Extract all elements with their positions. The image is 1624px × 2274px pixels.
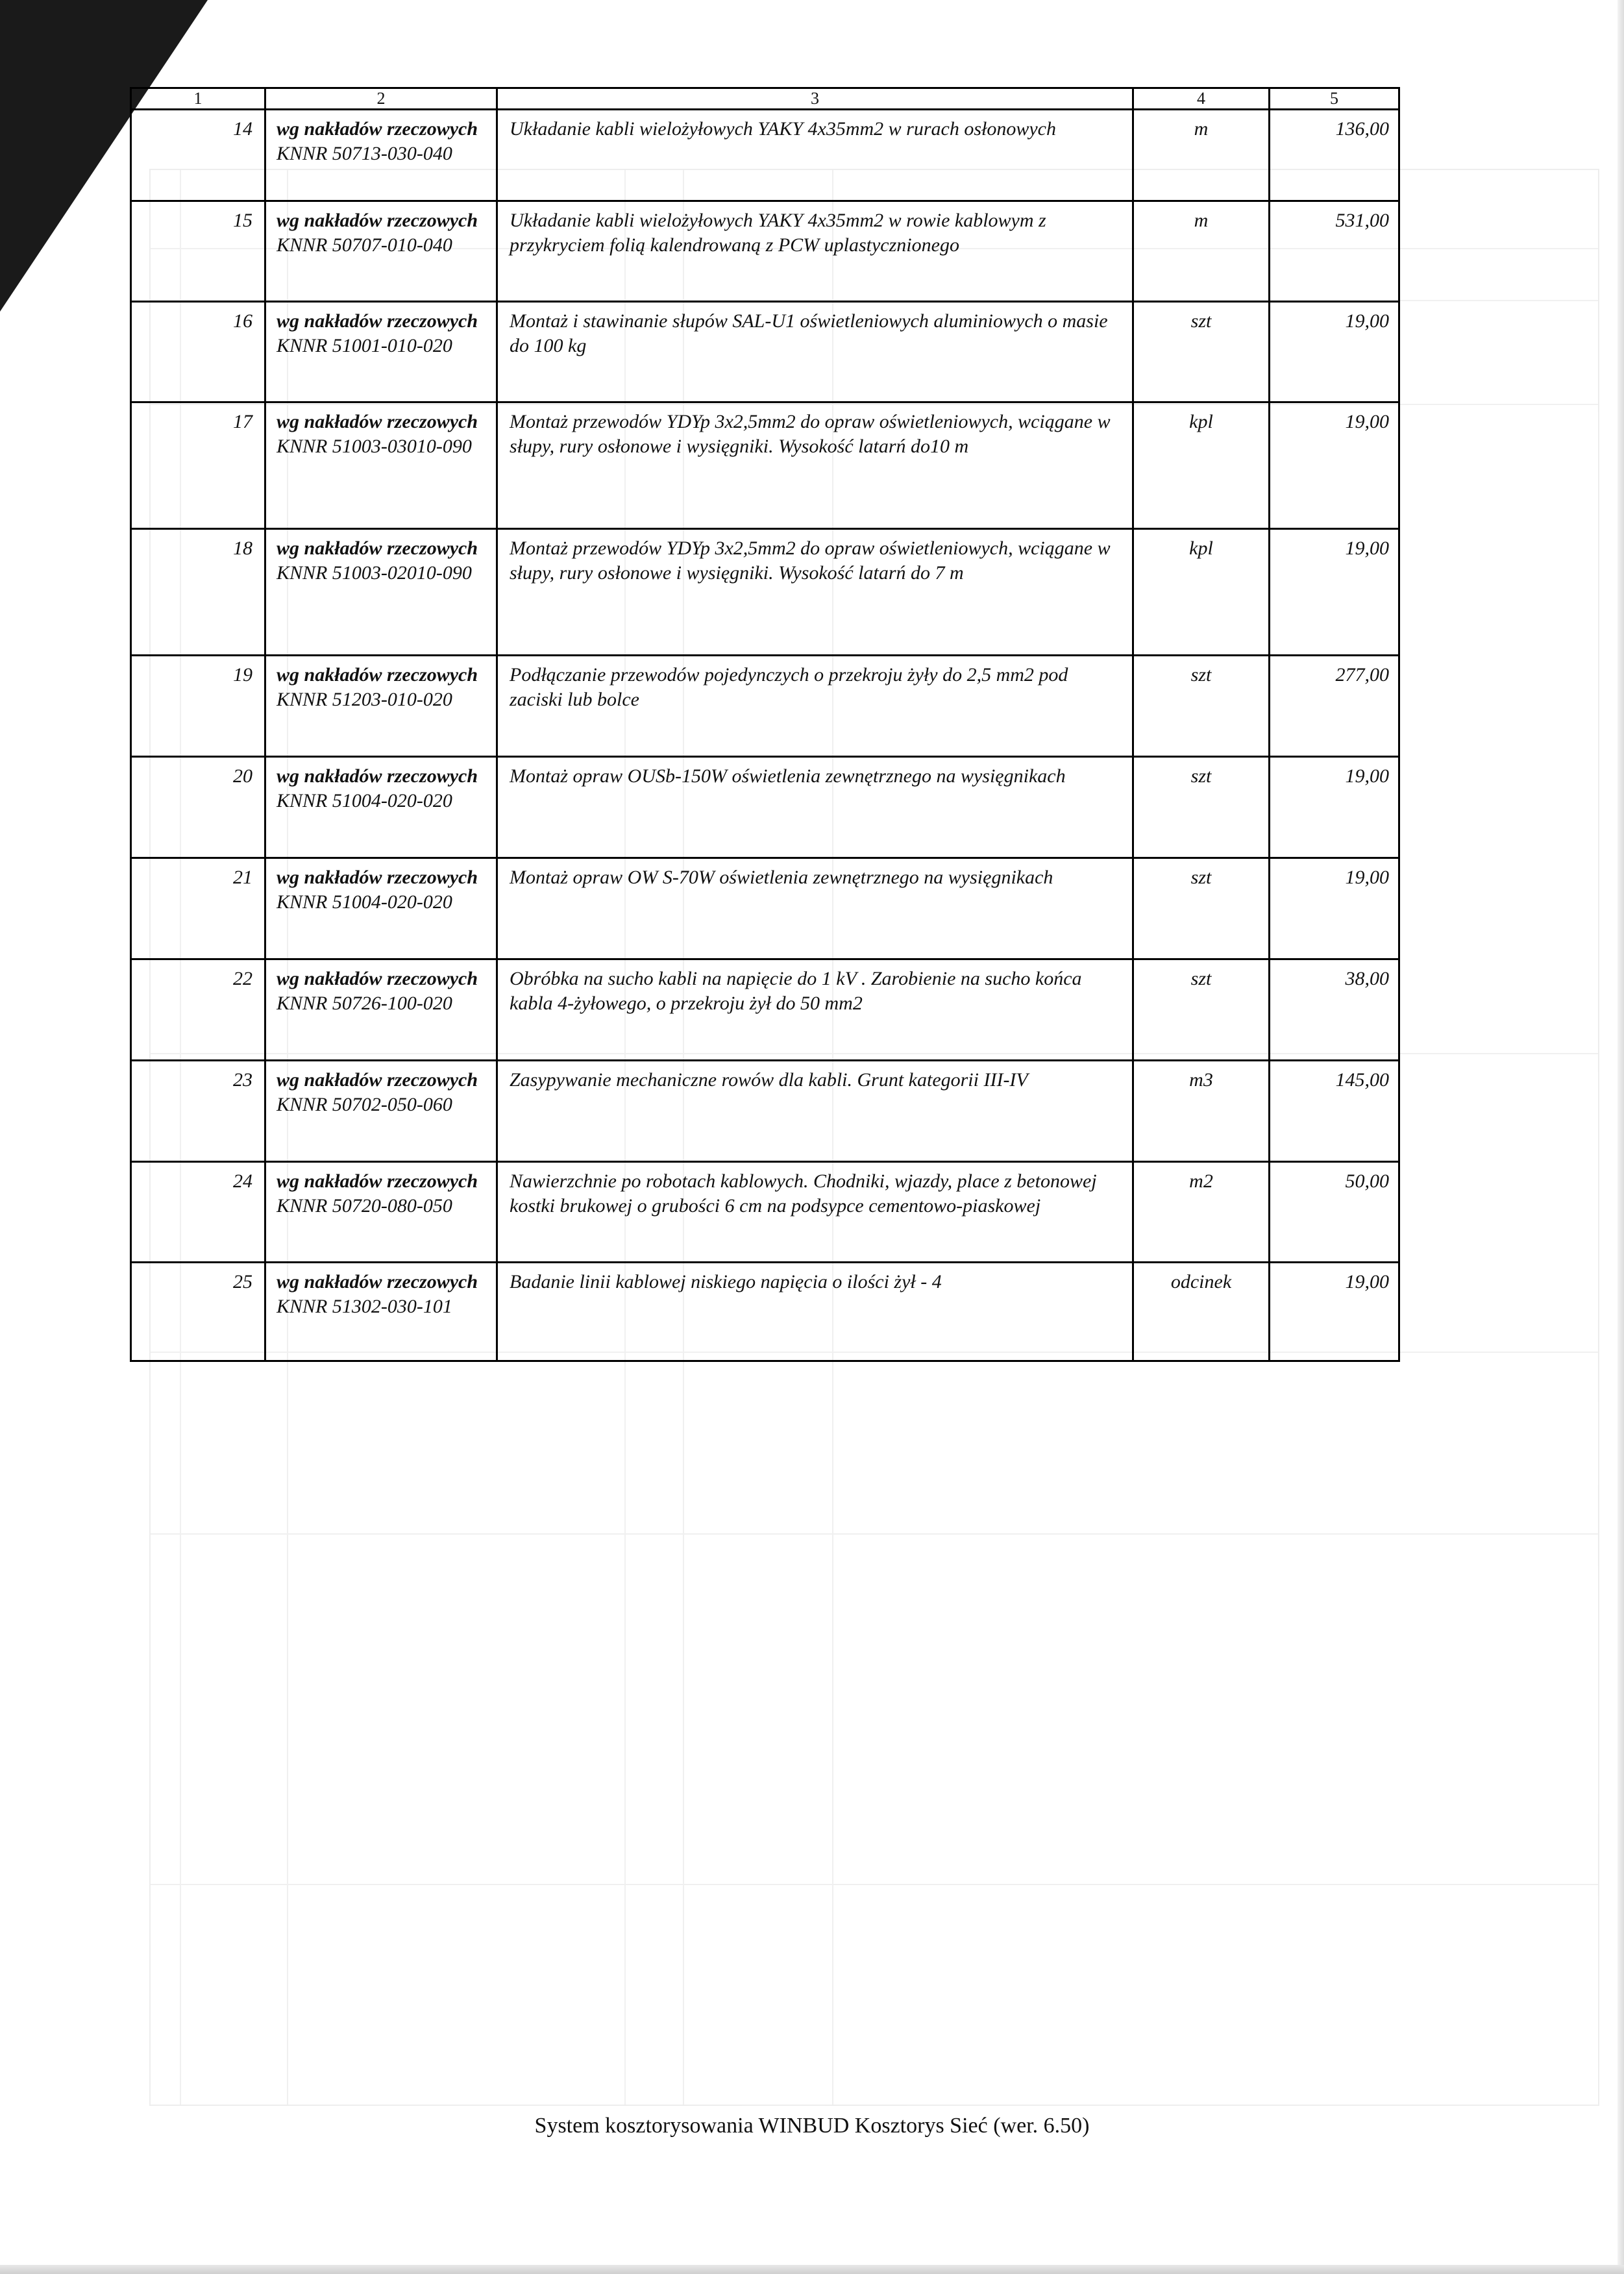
- norm-basis: [265, 302, 497, 402]
- cost-estimate-table: [130, 87, 1400, 1362]
- table-row: [131, 529, 1399, 656]
- norm-basis: [265, 1162, 497, 1263]
- item-description: Montaż opraw OUSb-150W oświetlenia zewnętrznego na wysięgnikach: [497, 757, 1133, 858]
- norm-basis: [265, 110, 497, 201]
- table-row: [131, 402, 1399, 529]
- basis-code: KNNR 50702-050-060: [277, 1094, 452, 1115]
- item-description: Montaż przewodów YDYp 3x2,5mm2 do opraw oświetleniowych, wciągane w słupy, rury osłonowe i wysięgniki. Wysokość latarń do 7 m: [497, 529, 1133, 656]
- item-unit: kpl: [1133, 402, 1270, 529]
- basis-label: wg nakładów rzeczowych: [277, 538, 478, 559]
- basis-code: KNNR 50707-010-040: [277, 234, 452, 256]
- item-description: Badanie linii kablowej niskiego napięcia o ilości żył - 4: [497, 1263, 1133, 1361]
- table-row: [131, 302, 1399, 402]
- basis-code: KNNR 51001-010-020: [277, 335, 452, 356]
- item-unit: m: [1133, 201, 1270, 302]
- item-unit: kpl: [1133, 529, 1270, 656]
- item-quantity: 277,00: [1270, 656, 1399, 757]
- basis-label: wg nakładów rzeczowych: [277, 664, 478, 686]
- basis-label: wg nakładów rzeczowych: [277, 1069, 478, 1091]
- basis-label: wg nakładów rzeczowych: [277, 867, 478, 888]
- item-quantity: 38,00: [1270, 959, 1399, 1061]
- basis-code: KNNR 51004-020-020: [277, 891, 452, 913]
- basis-label: wg nakładów rzeczowych: [277, 1170, 478, 1192]
- table-row: [131, 959, 1399, 1061]
- column-header: 4: [1133, 88, 1270, 110]
- item-number: 17: [131, 402, 265, 529]
- item-unit: szt: [1133, 959, 1270, 1061]
- table-row: [131, 858, 1399, 959]
- norm-basis: [265, 201, 497, 302]
- item-unit: szt: [1133, 858, 1270, 959]
- item-unit: szt: [1133, 302, 1270, 402]
- norm-basis: [265, 656, 497, 757]
- item-number: 20: [131, 757, 265, 858]
- item-unit: m3: [1133, 1061, 1270, 1162]
- item-unit: m2: [1133, 1162, 1270, 1263]
- item-description: Montaż opraw OW S-70W oświetlenia zewnętrznego na wysięgnikach: [497, 858, 1133, 959]
- table-row: [131, 201, 1399, 302]
- item-description: Zasypywanie mechaniczne rowów dla kabli. Grunt kategorii III-IV: [497, 1061, 1133, 1162]
- item-unit: odcinek: [1133, 1263, 1270, 1361]
- item-number: 25: [131, 1263, 265, 1361]
- item-unit: m: [1133, 110, 1270, 201]
- item-quantity: 50,00: [1270, 1162, 1399, 1263]
- item-description: Montaż i stawinanie słupów SAL-U1 oświetleniowych aluminiowych o masie do 100 kg: [497, 302, 1133, 402]
- basis-code: KNNR 50720-080-050: [277, 1195, 452, 1217]
- column-header: 2: [265, 88, 497, 110]
- norm-basis: [265, 959, 497, 1061]
- item-description: Montaż przewodów YDYp 3x2,5mm2 do opraw oświetleniowych, wciągane w słupy, rury osłonowe i wysięgniki. Wysokość latarń do10 m: [497, 402, 1133, 529]
- item-quantity: 145,00: [1270, 1061, 1399, 1162]
- page-footer: System kosztorysowania WINBUD Kosztorys Sieć (wer. 6.50): [534, 2114, 1090, 2138]
- basis-code: KNNR 50726-100-020: [277, 993, 452, 1014]
- norm-basis: [265, 529, 497, 656]
- table-row: [131, 1061, 1399, 1162]
- item-description: Układanie kabli wielożyłowych YAKY 4x35mm2 w rowie kablowym z przykryciem folią kalendrowaną z PCW uplastycznionego: [497, 201, 1133, 302]
- norm-basis: [265, 757, 497, 858]
- table-row: [131, 1162, 1399, 1263]
- table-row: [131, 757, 1399, 858]
- item-number: 21: [131, 858, 265, 959]
- column-number-header-row: [131, 88, 1399, 110]
- item-number: 18: [131, 529, 265, 656]
- column-header: 5: [1270, 88, 1399, 110]
- norm-basis: [265, 1263, 497, 1361]
- item-quantity: 19,00: [1270, 302, 1399, 402]
- scan-edge-right: [1618, 0, 1624, 2274]
- item-number: 24: [131, 1162, 265, 1263]
- basis-code: KNNR 51203-010-020: [277, 689, 452, 710]
- column-header: 3: [497, 88, 1133, 110]
- basis-code: KNNR 51003-02010-090: [277, 562, 472, 584]
- item-description: Układanie kabli wielożyłowych YAKY 4x35mm2 w rurach osłonowych: [497, 110, 1133, 201]
- item-number: 14: [131, 110, 265, 201]
- table-row: [131, 656, 1399, 757]
- scan-edge-bottom: [0, 2265, 1624, 2274]
- table-row: [131, 110, 1399, 201]
- basis-label: wg nakładów rzeczowych: [277, 210, 478, 231]
- item-number: 15: [131, 201, 265, 302]
- item-quantity: 19,00: [1270, 858, 1399, 959]
- basis-code: KNNR 50713-030-040: [277, 143, 452, 164]
- item-description: Nawierzchnie po robotach kablowych. Chodniki, wjazdy, place z betonowej kostki brukowej o grubości 6 cm na podsypce cementowo-piaskowej: [497, 1162, 1133, 1263]
- item-description: Podłączanie przewodów pojedynczych o przekroju żyły do 2,5 mm2 pod zaciski lub bolce: [497, 656, 1133, 757]
- item-number: 19: [131, 656, 265, 757]
- item-quantity: 19,00: [1270, 529, 1399, 656]
- basis-label: wg nakładów rzeczowych: [277, 765, 478, 787]
- norm-basis: [265, 402, 497, 529]
- table-row: [131, 1263, 1399, 1361]
- column-header: 1: [131, 88, 265, 110]
- basis-label: wg nakładów rzeczowych: [277, 118, 478, 140]
- item-number: 23: [131, 1061, 265, 1162]
- basis-code: KNNR 51003-03010-090: [277, 436, 472, 457]
- item-quantity: 531,00: [1270, 201, 1399, 302]
- item-quantity: 19,00: [1270, 402, 1399, 529]
- item-number: 16: [131, 302, 265, 402]
- basis-label: wg nakładów rzeczowych: [277, 411, 478, 432]
- item-number: 22: [131, 959, 265, 1061]
- item-quantity: 136,00: [1270, 110, 1399, 201]
- basis-code: KNNR 51004-020-020: [277, 790, 452, 811]
- basis-label: wg nakładów rzeczowych: [277, 968, 478, 989]
- basis-label: wg nakładów rzeczowych: [277, 310, 478, 332]
- norm-basis: [265, 1061, 497, 1162]
- item-unit: szt: [1133, 757, 1270, 858]
- basis-label: wg nakładów rzeczowych: [277, 1271, 478, 1292]
- norm-basis: [265, 858, 497, 959]
- item-description: Obróbka na sucho kabli na napięcie do 1 kV . Zarobienie na sucho końca kabla 4-żyłowego, o przekroju żył do 50 mm2: [497, 959, 1133, 1061]
- basis-code: KNNR 51302-030-101: [277, 1296, 452, 1317]
- item-quantity: 19,00: [1270, 757, 1399, 858]
- item-unit: szt: [1133, 656, 1270, 757]
- item-quantity: 19,00: [1270, 1263, 1399, 1361]
